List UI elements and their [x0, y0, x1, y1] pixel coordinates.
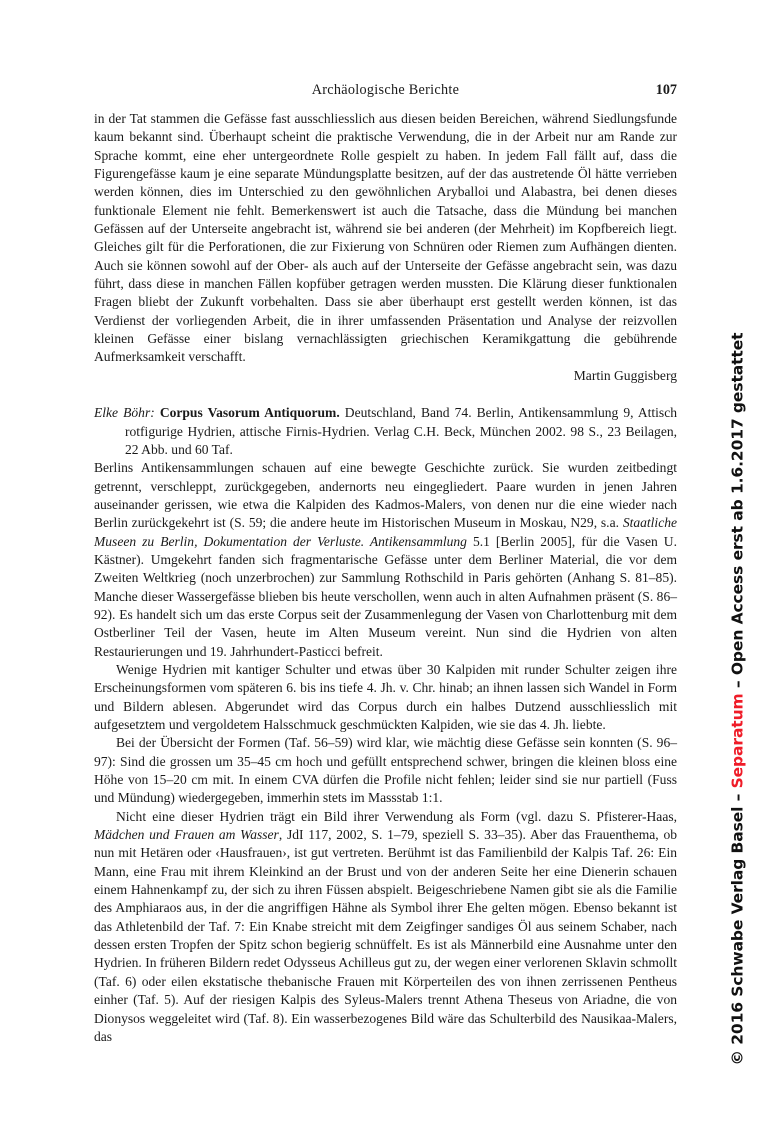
- bibliographic-entry: [94, 404, 677, 459]
- review-paragraph-4-citation-title: Mädchen und Frauen am Wasser: [94, 827, 279, 843]
- copyright-suffix: – Open Access erst ab 1.6.2017 gestattet: [728, 332, 746, 693]
- separatum-label: Separatum: [728, 692, 746, 788]
- entry-title: Corpus Vasorum Antiquorum.: [159, 405, 340, 421]
- section-spacer: [94, 385, 677, 404]
- text-column: [94, 110, 677, 1046]
- running-head-title: Archäologische Berichte: [311, 82, 460, 98]
- page-number: 107: [655, 82, 677, 98]
- entry-details: Deutschland, Band 74. Berlin, Antikensammlung 9, Attisch rotfigurige Hydrien, attische Firnis-Hydrien. Verlag C.H. Beck, München 2002. 98 S., 23 Beilagen, 22 Abb. und 60 Taf.: [125, 405, 677, 457]
- review-signature: Martin Guggisberg: [573, 367, 677, 383]
- copyright-side-notice-text: [728, 332, 746, 1065]
- review-paragraph-3: Bei der Übersicht der Formen (Taf. 56–59) wird klar, wie mächtig diese Gefässe sein konnten (S. 96–97): Sind die grossen um 35–45 cm hoch und gefüllt entsprechend schwer, bringen die kleinen bloss eine Höhe von 15–20 cm mit. In einem CVA dürfen die Profile nicht fehlen; leider sind sie nur partiell (Fuss und Mündung) wiedergegeben, immerhin stets im Massstab 1:1.: [94, 735, 677, 806]
- running-head: [94, 82, 677, 104]
- paragraph-continued: in der Tat stammen die Gefässe fast ausschliesslich aus diesen beiden Bereichen, während Siedlungsfunde kaum bekannt sind. Überhaupt scheint die praktische Verwendung, die in der Arbeit nur am Rande zur Sprache kommt, eine eher untergeordnete Rolle gespielt zu haben. In jedem Fall fällt auf, dass die Figurengefässe kaum je eine separate Mündungsplatte besitzen, auf der das austretende Öl hätte verrieben werden können, dies im Unterschied zu den gewöhnlichen Aryballoi und Alabastra, bei denen dieses funktionale Element nie fehlt. Bemerkenswert ist auch die Tatsache, dass die Mündung bei manchen Gefässen auf der Unterseite angebracht ist, während sie bei anderen (der Mehrheit) im Kopfbereich liegt. Gleiches gilt für die Perforationen, die zur Fixierung von Schnüren oder Riemen zum Aufhängen dienten. Auch sie können sowohl auf der Ober- als auch auf der Unterseite der Gefässe angebracht sein, was dazu führt, dass diese in manchen Fällen kopfüber getragen werden mussten. Die Klärung dieser funktionalen Fragen bliebt der Zukunft vorbehalten. Dass sie aber überhaupt erst gestellt werden können, ist das Verdienst der vorliegenden Arbeit, die in ihrer umfassenden Präsentation und Analyse der reizvollen kleinen Gefässe einer bislang vernachlässigten griechischen Keramikgattung die gebührende Aufmerksamkeit verschafft.: [94, 111, 677, 365]
- entry-author: Elke Böhr:: [94, 405, 155, 421]
- review-paragraph-1: [94, 459, 677, 661]
- copyright-side-notice: [716, 0, 758, 1131]
- copyright-prefix: © 2016 Schwabe Verlag Basel –: [728, 787, 746, 1065]
- review-paragraph-1-text-b: 5.1 [Berlin 2005], für die Vasen U. Kästner). Umgekehrt fanden sich fragmentarische Gefässe unter dem Berliner Material, die vor dem Zweiten Weltkrieg (noch unzerbrochen) zur Sammlung Rothschild in Paris gehörten (Anhang S. 81–85). Manche dieser Wassergefässe blieben bis heute verschollen, wenn auch in alten Aufnahmen präsent (S. 86–92). Es handelt sich um das erste Corpus seit der Zusammenlegung der Vasen von Charlottenburg mit dem Ostberliner Teil der Vasen, heute im Alten Museum vereint. Nun sind die Hydrien von alten Restaurierungen und 19. Jahrhundert-Pasticci befreit.: [94, 533, 677, 659]
- review-paragraph-4-text-b: , JdI 117, 2002, S. 1–79, speziell S. 33–35). Aber das Frauenthema, ob nun mit Hetären oder ‹Hausfrauen›, ist gut vertreten. Berühmt ist das Familienbild der Kalpis Taf. 26: Ein Mann, eine Frau mit ihrem Kleinkind an der Brust und von der anderen Seite her eine Dienerin schauen einem Hahnenkampf zu, der sich zu ihren Füssen abspielt. Beigeschriebene Namen gibt sie als die Familie des Amphiaraos aus, in der die angriffigen Hähne als Symbol ihrer Ehe gelten mögen. Ebenso bekannt ist das Athletenbild der Taf. 7: Ein Knabe streicht mit dem Zeigfinger sandiges Öl aus seinem Schaber, nach dessen ersten Tropfen der Spitz schon begierig schnüffelt. Es ist als Männerbild eine Ausnahme unter den Hydrien. In früheren Bildern redet Odysseus Achilleus gut zu, der wegen einer verlorenen Sklavin schmollt (Taf. 6) oder eilen ekstatische thebanische Frauen mit Körperteilen des von ihnen zerrissenen Pentheus einher (Taf. 5). Auf der riesigen Kalpis des Syleus-Malers trennt Athena Theseus von Ariadne, die von Dionysos weggeleitet wird (Taf. 8). Ein wasserbezogenes Bild wäre das Schulterbild des Nausikaa-Malers, das: [94, 827, 677, 1044]
- review-paragraph-2: Wenige Hydrien mit kantiger Schulter und etwas über 30 Kalpiden mit runder Schulter zeigen ihre Erscheinungsformen vom späteren 6. bis ins tiefe 4. Jh. v. Chr. hinab; an ihnen lassen sich Wandel in Form und Bildern ablesen. Abgerundet wird das Corpus durch ein halbes Dutzend ausschliesslich mit aufgesetztem und vergoldetem Halsschmuck geschmückten Kalpiden, wie sie das 4. Jh. liebte.: [94, 661, 677, 732]
- review-paragraph-1-citation-title: Staatliche Museen zu Berlin, Dokumentation der Verluste. Antikensammlung: [94, 515, 677, 549]
- review-paragraph-1-text-a: Berlins Antikensammlungen schauen auf eine bewegte Geschichte zurück. Sie wurden zeitbedingt getrennt, verschleppt, zurückgegeben, andernorts neu eingegliedert. Paare wurden in jenen Jahren auseinander gerissen, wie etwa die Kalpiden des Kadmos-Malers, von denen nur die eine wieder nach Berlin zurückgekehrt ist (S. 59; die andere heute im Historischen Museum in Moskau, N29, s.a.: [94, 460, 677, 531]
- review-paragraph-4-text-a: Nicht eine dieser Hydrien trägt ein Bild ihrer Verwendung als Form (vgl. dazu S. Pfisterer-Haas,: [116, 808, 677, 824]
- review-paragraph-4: [94, 808, 677, 1046]
